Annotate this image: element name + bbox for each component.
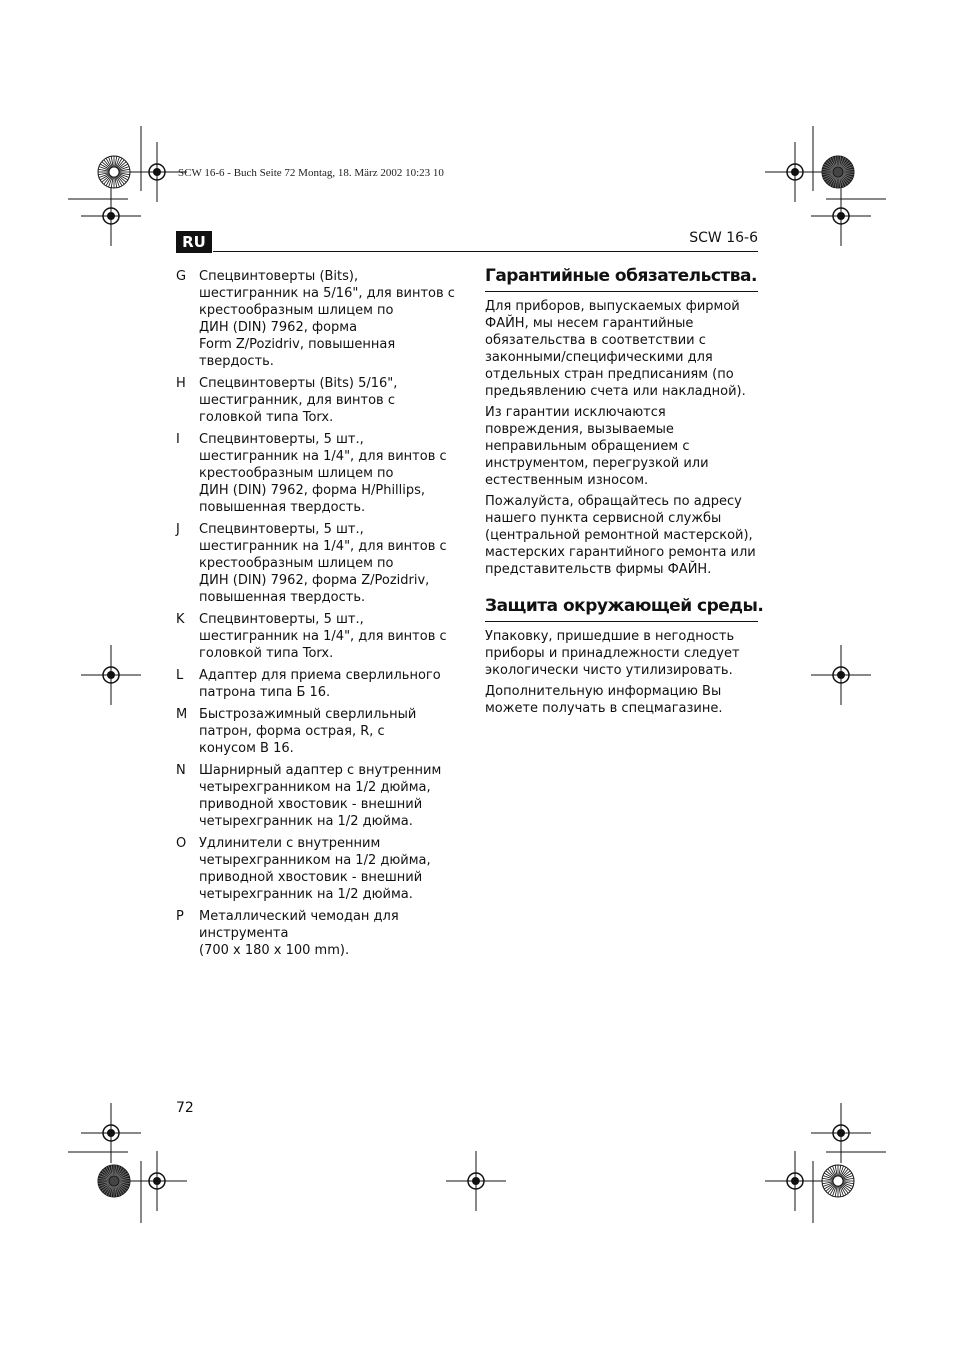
registration-mark-icon bbox=[446, 1151, 506, 1211]
environment-heading: Защита окружающей среды. bbox=[485, 596, 758, 622]
list-item bbox=[176, 762, 466, 830]
print-info: SCW 16-6 - Buch Seite 72 Montag, 18. März 2002 10:23 10 bbox=[178, 167, 444, 179]
model-label: SCW 16-6 bbox=[689, 230, 758, 246]
environment-paragraph: Упаковку, пришедшие в негодность приборы и принадлежности следует экологически чисто утилизировать. bbox=[485, 629, 740, 678]
item-text: Спецвинтоверты (Bits) 5/16", шестигранник, для винтов с головкой типа Torx. bbox=[199, 376, 398, 425]
item-letter: P bbox=[176, 909, 184, 924]
section-spacer bbox=[485, 582, 765, 596]
item-letter: N bbox=[176, 763, 186, 778]
registration-mark-icon bbox=[811, 186, 871, 246]
list-item bbox=[176, 667, 466, 701]
item-text: Адаптер для приема сверлильного патрона типа Б 16. bbox=[199, 668, 441, 700]
right-column bbox=[485, 266, 765, 721]
color-wheel-icon bbox=[98, 156, 130, 188]
item-text: Спецвинтоверты, 5 шт., шестигранник на 1/4", для винтов с крестообразным шлицем по ДИН (DIN) 7962, форма Z/Pozidriv, повышенная твердость. bbox=[199, 522, 447, 605]
item-text: Металлический чемодан для инструмента (700 x 180 x 100 mm). bbox=[199, 909, 399, 958]
color-wheel-icon bbox=[98, 1165, 130, 1197]
item-letter: L bbox=[176, 668, 184, 683]
list-item bbox=[176, 835, 466, 903]
language-badge: RU bbox=[176, 231, 212, 253]
accessory-list bbox=[176, 268, 466, 964]
item-letter: H bbox=[176, 376, 186, 391]
warranty-paragraph: Из гарантии исключаются повреждения, вызываемые неправильным обращением с инструментом, перегрузкой или естественным износом. bbox=[485, 405, 709, 488]
warranty-paragraph: Для приборов, выпускаемых фирмой ФАЙН, мы несем гарантийные обязательства в соответствии с законными/специфическими для отдельных стран предписаниям (по предьявлению счета или накладной). bbox=[485, 299, 746, 399]
list-item bbox=[176, 706, 466, 757]
registration-mark-icon bbox=[765, 1151, 825, 1211]
registration-mark-icon bbox=[811, 645, 871, 705]
item-letter: G bbox=[176, 269, 187, 284]
list-item bbox=[176, 611, 466, 662]
item-letter: K bbox=[176, 612, 185, 627]
registration-mark-icon bbox=[811, 1103, 871, 1163]
registration-mark-icon bbox=[765, 142, 825, 202]
list-item bbox=[176, 268, 466, 370]
registration-mark-icon bbox=[81, 1103, 141, 1163]
item-letter: O bbox=[176, 836, 187, 851]
environment-paragraph: Дополнительную информацию Вы можете получать в спецмагазине. bbox=[485, 684, 723, 716]
registration-mark-icon bbox=[81, 645, 141, 705]
item-letter: J bbox=[176, 522, 180, 537]
item-text: Шарнирный адаптер с внутренним четырехгранником на 1/2 дюйма, приводной хвостовик - внешний четырехгранник на 1/2 дюйма. bbox=[199, 763, 442, 829]
warranty-heading: Гарантийные обязательства. bbox=[485, 266, 758, 292]
color-wheel-icon bbox=[822, 156, 854, 188]
color-wheel-icon bbox=[822, 1165, 854, 1197]
list-item bbox=[176, 431, 466, 516]
list-item bbox=[176, 521, 466, 606]
item-text: Удлинители с внутренним четырехгранником на 1/2 дюйма, приводной хвостовик - внешний четырехгранник на 1/2 дюйма. bbox=[199, 836, 431, 902]
item-text: Спецвинтоверты (Bits), шестигранник на 5/16", для винтов с крестообразным шлицем по ДИН (DIN) 7962, форма Form Z/Pozidriv, повышенная твердость. bbox=[199, 269, 455, 369]
item-text: Быстрозажимный сверлильный патрон, форма острая, R, с конусом B 16. bbox=[199, 707, 417, 756]
list-item bbox=[176, 375, 466, 426]
warranty-paragraph: Пожалуйста, обращайтесь по адресу нашего пункта сервисной службы (центральной ремонтной мастерской), мастерских гарантийного ремонта или представительств фирмы ФАЙН. bbox=[485, 494, 756, 577]
item-letter: I bbox=[176, 432, 180, 447]
registration-mark-icon bbox=[81, 186, 141, 246]
item-text: Спецвинтоверты, 5 шт., шестигранник на 1/4", для винтов с крестообразным шлицем по ДИН (DIN) 7962, форма H/Phillips, повышенная твердость. bbox=[199, 432, 447, 515]
header-rule bbox=[213, 251, 758, 252]
item-text: Спецвинтоверты, 5 шт., шестигранник на 1/4", для винтов с головкой типа Torx. bbox=[199, 612, 447, 661]
page-number: 72 bbox=[176, 1100, 194, 1116]
registration-mark-icon bbox=[127, 1151, 187, 1211]
list-item bbox=[176, 908, 466, 959]
item-letter: M bbox=[176, 707, 188, 722]
